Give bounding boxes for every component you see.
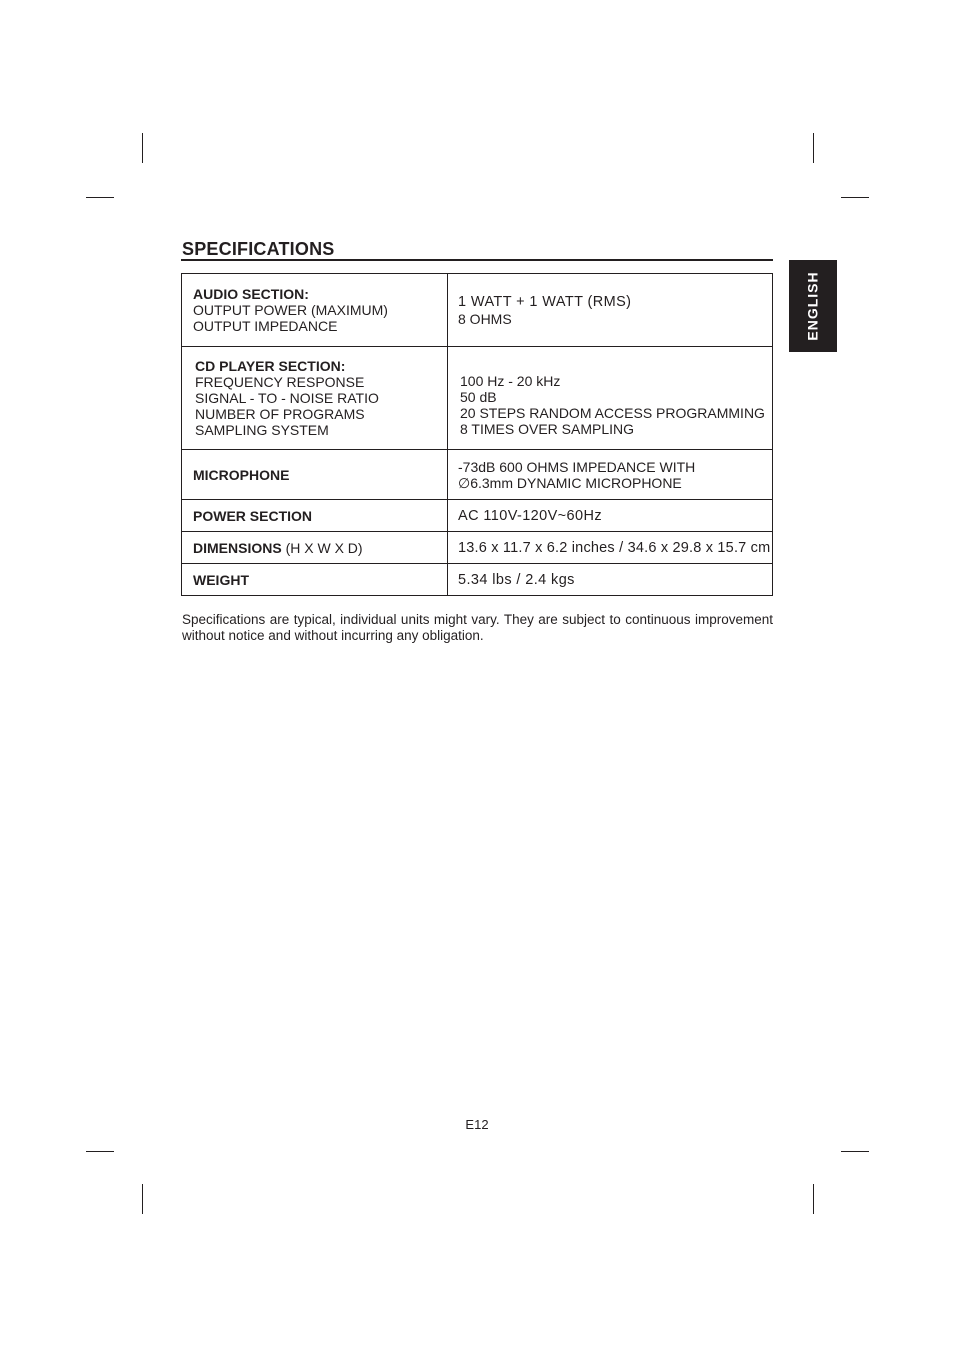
table-row-cd-player <box>182 347 773 450</box>
cd-value: 100 Hz - 20 kHz <box>460 373 561 389</box>
table-row-audio <box>182 274 773 347</box>
audio-label: OUTPUT IMPEDANCE <box>193 318 338 334</box>
crop-mark-top-right-horizontal <box>841 197 869 198</box>
cd-label: SIGNAL - TO - NOISE RATIO <box>195 390 379 406</box>
language-tab <box>789 260 837 352</box>
dimensions-value: 13.6 x 11.7 x 6.2 inches / 34.6 x 29.8 x 15.7 cm <box>458 539 771 556</box>
language-tab-label: ENGLISH <box>805 271 822 341</box>
specifications-note: Specifications are typical, individual units might vary. They are subject to continuous improvement without notice and without incurring any obligation. <box>182 612 773 643</box>
crop-mark-bottom-left-horizontal <box>86 1151 114 1152</box>
cd-value: 50 dB <box>460 389 497 405</box>
microphone-label-cell <box>182 450 448 500</box>
crop-mark-top-right-vertical <box>813 133 814 163</box>
cd-label: NUMBER OF PROGRAMS <box>195 406 365 422</box>
cd-label: FREQUENCY RESPONSE <box>195 374 365 390</box>
table-row-dimensions <box>182 532 773 564</box>
weight-label-cell <box>182 564 448 596</box>
microphone-label: MICROPHONE <box>193 466 290 483</box>
dimensions-label-cell <box>182 532 448 564</box>
title-underline <box>181 259 773 261</box>
cd-value: 20 STEPS RANDOM ACCESS PROGRAMMING <box>460 405 765 421</box>
page-number: E12 <box>465 1117 489 1132</box>
audio-value: 1 WATT + 1 WATT (RMS) <box>458 293 632 310</box>
crop-mark-bottom-right-vertical <box>813 1184 814 1214</box>
microphone-value: -73dB 600 OHMS IMPEDANCE WITH <box>458 458 696 475</box>
audio-label-cell <box>182 274 448 347</box>
cd-heading: CD PLAYER SECTION: <box>195 358 346 374</box>
weight-label: WEIGHT <box>193 571 249 588</box>
audio-label: OUTPUT POWER (MAXIMUM) <box>193 302 388 318</box>
page-title: SPECIFICATIONS <box>182 239 335 259</box>
table-row-microphone <box>182 450 773 500</box>
crop-mark-top-left-vertical <box>142 133 143 163</box>
crop-mark-bottom-left-vertical <box>142 1184 143 1214</box>
power-label: POWER SECTION <box>193 507 313 524</box>
cd-label: SAMPLING SYSTEM <box>195 422 329 438</box>
dimensions-value-cell <box>448 532 773 564</box>
power-value: AC 110V-120V~60Hz <box>458 507 602 524</box>
specifications-table <box>181 273 773 596</box>
table-row-weight <box>182 564 773 596</box>
dimensions-label: DIMENSIONS <box>193 539 282 556</box>
audio-value-cell <box>448 274 773 347</box>
cd-value: 8 TIMES OVER SAMPLING <box>460 421 635 437</box>
power-value-cell <box>448 500 773 532</box>
microphone-value-cell <box>448 450 773 500</box>
weight-value: 5.34 lbs / 2.4 kgs <box>458 571 575 588</box>
crop-mark-bottom-right-horizontal <box>841 1151 869 1152</box>
cd-label-cell <box>182 347 448 450</box>
dimensions-label-suffix: (H X W X D) <box>281 539 363 556</box>
table-row-power <box>182 500 773 532</box>
power-label-cell <box>182 500 448 532</box>
microphone-value: ∅6.3mm DYNAMIC MICROPHONE <box>458 474 682 491</box>
cd-value-cell <box>448 347 773 450</box>
crop-mark-top-left-horizontal <box>86 197 114 198</box>
weight-value-cell <box>448 564 773 596</box>
dimensions-label-line <box>193 540 447 556</box>
audio-heading: AUDIO SECTION: <box>193 286 309 302</box>
audio-value: 8 OHMS <box>458 310 512 327</box>
